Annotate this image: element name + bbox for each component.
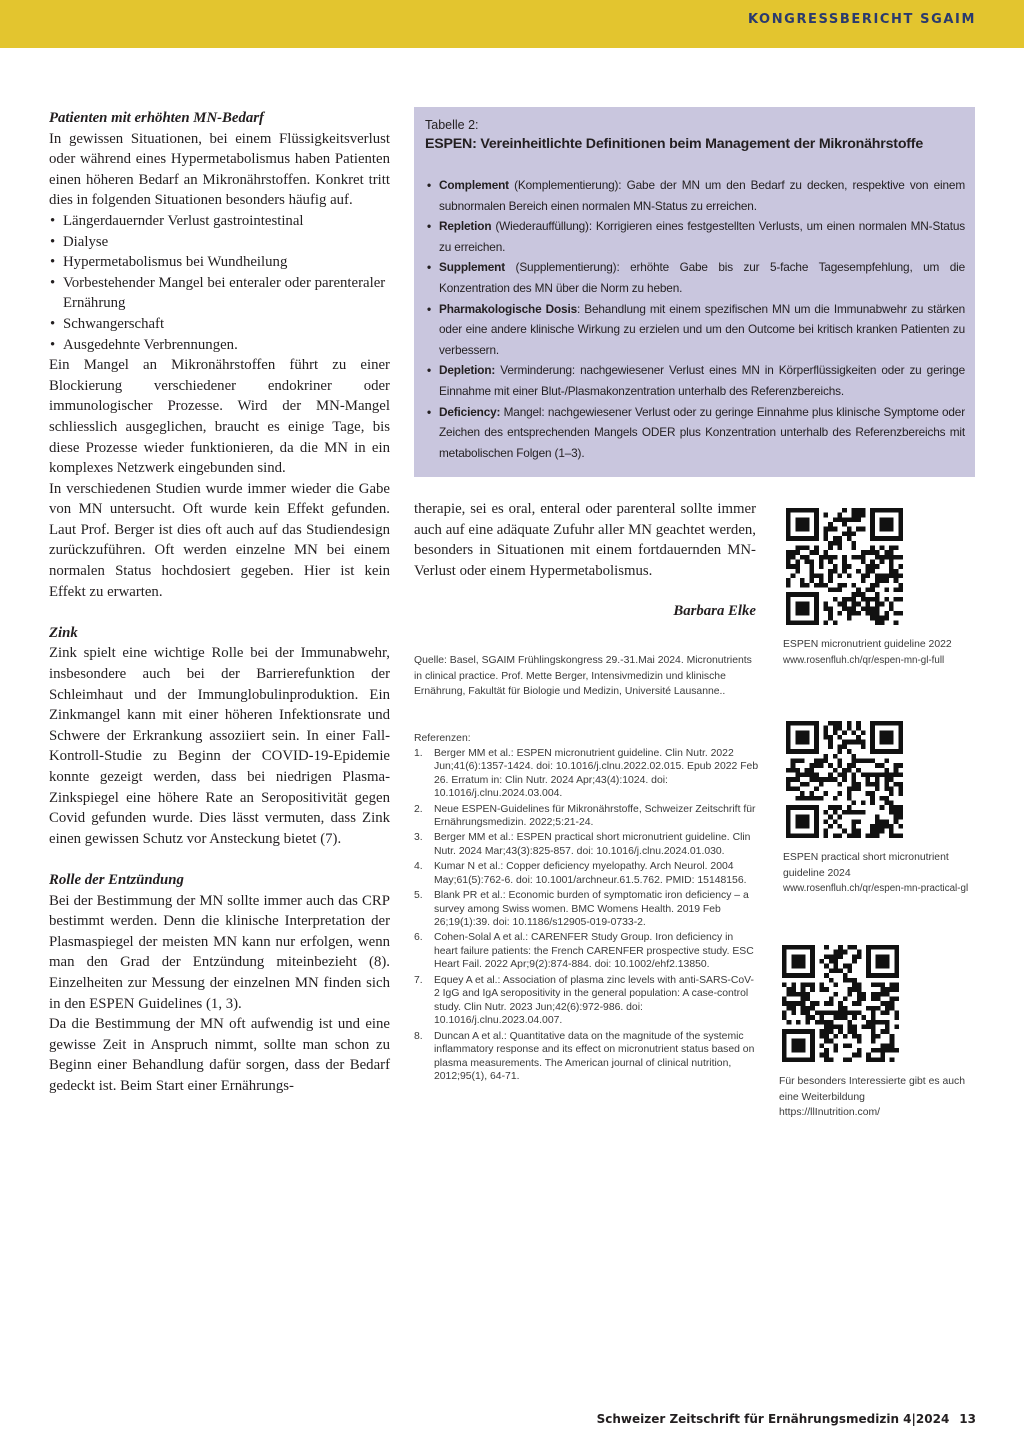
heading-zinc: Zink bbox=[49, 624, 78, 641]
qr-code-icon[interactable] bbox=[782, 945, 899, 1062]
list-item: • Schwangerschaft bbox=[49, 314, 390, 335]
definitions-table bbox=[414, 107, 975, 477]
definition-list bbox=[425, 175, 965, 463]
reference-number: 8. bbox=[414, 1030, 423, 1042]
table-label: Tabelle 2: bbox=[425, 118, 479, 132]
references-heading: Referenzen: bbox=[414, 733, 471, 744]
situation-list bbox=[49, 211, 390, 355]
reference-item bbox=[414, 974, 759, 1028]
qr-code-icon[interactable] bbox=[786, 721, 903, 838]
reference-number: 6. bbox=[414, 932, 423, 944]
reference-text: Duncan A et al.: Quantitative data on the magnitude of the systemic inflammatory response and its effect on micronutrient status based on plasma measurements. The American journal of clinical nutrition, 2012;95(1), 64-71. bbox=[434, 1030, 755, 1083]
heading-inflammation: Rolle der Entzündung bbox=[49, 871, 184, 888]
reference-item bbox=[414, 889, 759, 930]
definition-term: Complement bbox=[439, 178, 509, 192]
section-title: KONGRESSBERICHT SGAIM bbox=[747, 12, 976, 27]
definition-item bbox=[425, 175, 965, 216]
reference-number: 3. bbox=[414, 832, 423, 844]
list-item: • Ausgedehnte Verbrennungen. bbox=[49, 335, 390, 356]
definition-term: Deficiency: bbox=[439, 404, 501, 419]
journal-name: Schweizer Zeitschrift für Ernährungsmedizin 4|2024 bbox=[596, 1412, 950, 1426]
reference-list bbox=[414, 747, 759, 1084]
reference-item bbox=[414, 747, 759, 801]
definition-item bbox=[425, 402, 965, 464]
reference-item bbox=[414, 831, 759, 858]
reference-number: 4. bbox=[414, 861, 423, 873]
definition-term: Depletion: bbox=[439, 363, 496, 378]
definition-item bbox=[425, 257, 965, 298]
list-item: • Dialyse bbox=[49, 232, 390, 253]
qr-caption-text: ESPEN practical short micronutrient guideline 2024 bbox=[783, 852, 949, 879]
reference-text: Equey A et al.: Association of plasma zinc levels with anti-SARS-CoV-2 IgG and IgA seropositivity in the general population: A case-control study. Clin Nutr. 2023 Jun;42(6):972-986. doi: 10.1016/j.clnu.2023.04.007. bbox=[434, 974, 754, 1027]
qr-link[interactable]: www.rosenfluh.ch/qr/espen-mn-practical-gl bbox=[783, 883, 969, 895]
list-item: • Hypermetabolismus bei Wundheilung bbox=[49, 252, 390, 273]
reference-number: 2. bbox=[414, 803, 423, 815]
definition-term: Repletion bbox=[439, 219, 492, 234]
reference-number: 7. bbox=[414, 974, 423, 986]
paragraph: Da die Bestimmung der MN oft aufwendig ist und eine gewisse Zeit in Anspruch nimmt, sollte man schon zu Beginn einer Behandlung dafür sorgen, dass der Bedarf gedeckt ist. Beim Start einer Ernährungs- bbox=[49, 1016, 390, 1094]
qr-caption bbox=[783, 637, 983, 668]
qr-block-guideline-2022 bbox=[783, 508, 983, 668]
paragraph: In verschiedenen Studien wurde immer wieder die Gabe von MN untersucht. Oft wurde kein Effekt gefunden. Laut Prof. Berger ist dies oft auch auf das Studiendesign zurückzuführen. Oft werden einzelne MN bei einem normalen Status hochdosiert gegeben. Hier ist kein Effekt zu erwarten. bbox=[49, 480, 390, 600]
author-name: Barbara Elke bbox=[673, 603, 756, 620]
definition-text: Verminderung: nachgewiesener Verlust eines MN in Körperflüssigkeiten oder zu geringe Einnahme mit einer Blut-/Plasmakonzentration unterhalb des Referenzbereichs. bbox=[439, 363, 965, 398]
qr-caption-text: Für besonders Interessierte gibt es auch eine Weiterbildung bbox=[779, 1076, 965, 1103]
reference-item bbox=[414, 1030, 759, 1084]
reference-item bbox=[414, 860, 759, 887]
definition-item bbox=[425, 299, 965, 361]
definition-item bbox=[425, 360, 965, 401]
paragraph: Zink spielt eine wichtige Rolle bei der Immunabwehr, insbesondere auch bei der Barrierefunktion der Schleimhaut und der Immunglobulinproduktion. Ein Zinkmangel kann mit einer höheren Infektionsrate und Schwere der Erkrankung assoziiert sein. In einer Fall-Kontroll-Studie zu Beginn der COVID-19-Epidemie konnte gezeigt werden, dass bei niedrigen Plasma-Zinkspiegel eine höhere Rate an Seropositivität gegen Covid gefunden wurde. Dies lässt vermuten, dass Zink einen gewissen Schutz vor Ansteckung bietet (7). bbox=[49, 645, 390, 847]
reference-text: Blank PR et al.: Economic burden of symptomatic iron deficiency – a survey among Swiss women. BMC Womens Health. 2019 Feb 26;19(1):39. doi: 10.1186/s12905-019-0733-2. bbox=[434, 889, 749, 929]
reference-text: Cohen-Solal A et al.: CARENFER Study Group. Iron deficiency in heart failure patients: the French CARENFER prospective study. ESC Heart Fail. 2022 Apr;9(2):874-884. doi: 10.1002/ehf2.13850. bbox=[434, 932, 754, 971]
qr-block-training bbox=[779, 945, 979, 1121]
qr-caption bbox=[783, 850, 983, 897]
definition-text: : Behandlung mit einem spezifischen MN um die Immunabwehr zu stärken oder eine andere klinische Wirkung zu erzielen und um den Outcome bei kritisch kranken Patienten zu verbessern. bbox=[439, 301, 965, 357]
qr-link[interactable]: www.rosenfluh.ch/qr/espen-mn-gl-full bbox=[783, 654, 945, 666]
qr-code-icon[interactable] bbox=[786, 508, 903, 625]
qr-block-practical-2024 bbox=[783, 721, 983, 897]
qr-caption bbox=[779, 1074, 979, 1121]
reference-item bbox=[414, 803, 759, 830]
definition-term: Supplement bbox=[439, 260, 506, 275]
reference-text: Berger MM et al.: ESPEN micronutrient guideline. Clin Nutr. 2022 Jun;41(6):1357-1424. doi: 10.1016/j.clnu.2022.02.015. Epub 2022 Feb 26. Erratum in: Clin Nutr. 2024 Apr;43(4):1024. doi: 10.1016/j.clnu.2024.03.004. bbox=[434, 747, 759, 800]
paragraph: Ein Mangel an Mikronährstoffen führt zu einer Blockierung verschiedener endokriner oder immunologischer Prozesse. Wird der MN-Mangel schliesslich ausgeglichen, braucht es einige Tage, bis diese Prozesse wieder funktionieren, da die MN in ein komplexes Netzwerk eingebunden sind. bbox=[49, 357, 390, 477]
list-item: • Längerdauernder Verlust gastrointestinal bbox=[49, 211, 390, 232]
definition-item bbox=[425, 216, 965, 257]
paragraph: In gewissen Situationen, bei einem Flüssigkeitsverlust oder während eines Hypermetabolismus haben Patienten einen höheren Bedarf an Mikronährstoffen. Konkret tritt dies in folgenden Situationen besonders häufig auf. bbox=[49, 130, 390, 209]
definition-text: (Komplementierung): Gabe der MN um den Bedarf zu decken, respektive von einem subnormalen Bereich einen normalen MN-Status zu erreichen. bbox=[439, 178, 965, 213]
reference-number: 5. bbox=[414, 889, 423, 901]
reference-text: Neue ESPEN-Guidelines für Mikronährstoffe, Schweizer Zeitschrift für Ernährungsmedizin. 2022;5:21-24. bbox=[434, 803, 756, 829]
footer bbox=[597, 1412, 976, 1426]
definition-text: (Supplementierung): erhöhte Gabe bis zur 5-fache Tagesempfehlung, um die Konzentration des MN über die Norm zu heben. bbox=[439, 260, 965, 295]
paragraph: Bei der Bestimmung der MN sollte immer auch das CRP bestimmt werden. Denn die klinische Interpretation der Plasmaspiegel der meisten MN kann nur erfolgen, wenn man den Grad der Entzündung miteinbezieht (8). Einzelheiten zur Messung der einzelnen MN finden sich in den ESPEN Guidelines (1, 3). bbox=[49, 892, 390, 1012]
reference-text: Kumar N et al.: Copper deficiency myelopathy. Arch Neurol. 2004 May;61(5):762-6. doi: 10.1001/archneur.61.5.762. PMID: 15148156. bbox=[434, 861, 747, 886]
left-column bbox=[49, 108, 390, 1097]
page-number: 13 bbox=[959, 1412, 976, 1426]
table-title: ESPEN: Vereinheitlichte Definitionen beim Management der Mikronährstoffe bbox=[425, 136, 924, 152]
header-bar bbox=[0, 0, 1024, 48]
paragraph: therapie, sei es oral, enteral oder parenteral sollte immer auch auf eine adäquate Zufuhr aller MN geachtet werden, besonders in Situationen mit einem fortdauernden MN-Verlust oder einem Hypermetabolismus. bbox=[414, 501, 756, 579]
source-note: Quelle: Basel, SGAIM Frühlingskongress 29.-31.Mai 2024. Micronutrients in clinical practice. Prof. Mette Berger, Intensivmedizin und klinische Ernährung, Fakultät für Biologie und Medizin, Université Lausanne.. bbox=[414, 655, 752, 698]
qr-link[interactable]: https://llInutrition.com/ bbox=[779, 1107, 881, 1119]
definition-text: (Wiederauffüllung): Korrigieren eines festgestellten Verlusts, um einen normalen MN-Status zu erreichen. bbox=[439, 219, 965, 254]
heading-increased-demand: Patienten mit erhöhten MN-Bedarf bbox=[49, 110, 264, 126]
definition-term: Pharmakologische Dosis bbox=[439, 301, 578, 316]
references bbox=[414, 732, 759, 1086]
list-item: • Vorbestehender Mangel bei enteraler oder parenteraler Ernährung bbox=[49, 273, 390, 314]
qr-caption-text: ESPEN micronutrient guideline 2022 bbox=[783, 639, 952, 650]
definition-text: Mangel: nachgewiesener Verlust oder zu geringe Einnahme plus klinische Symptome oder Zeichen des entsprechenden Mangels ODER plus Konzentration unterhalb des Referenzbereichs mit metabolischen Folgen (1–3). bbox=[439, 404, 965, 460]
reference-item bbox=[414, 931, 759, 972]
middle-column bbox=[414, 499, 756, 637]
reference-number: 1. bbox=[414, 747, 423, 759]
reference-text: Berger MM et al.: ESPEN practical short micronutrient guideline. Clin Nutr. 2024 Mar;43(3):825-857. doi: 10.1016/j.clnu.2024.01.030. bbox=[434, 832, 751, 857]
